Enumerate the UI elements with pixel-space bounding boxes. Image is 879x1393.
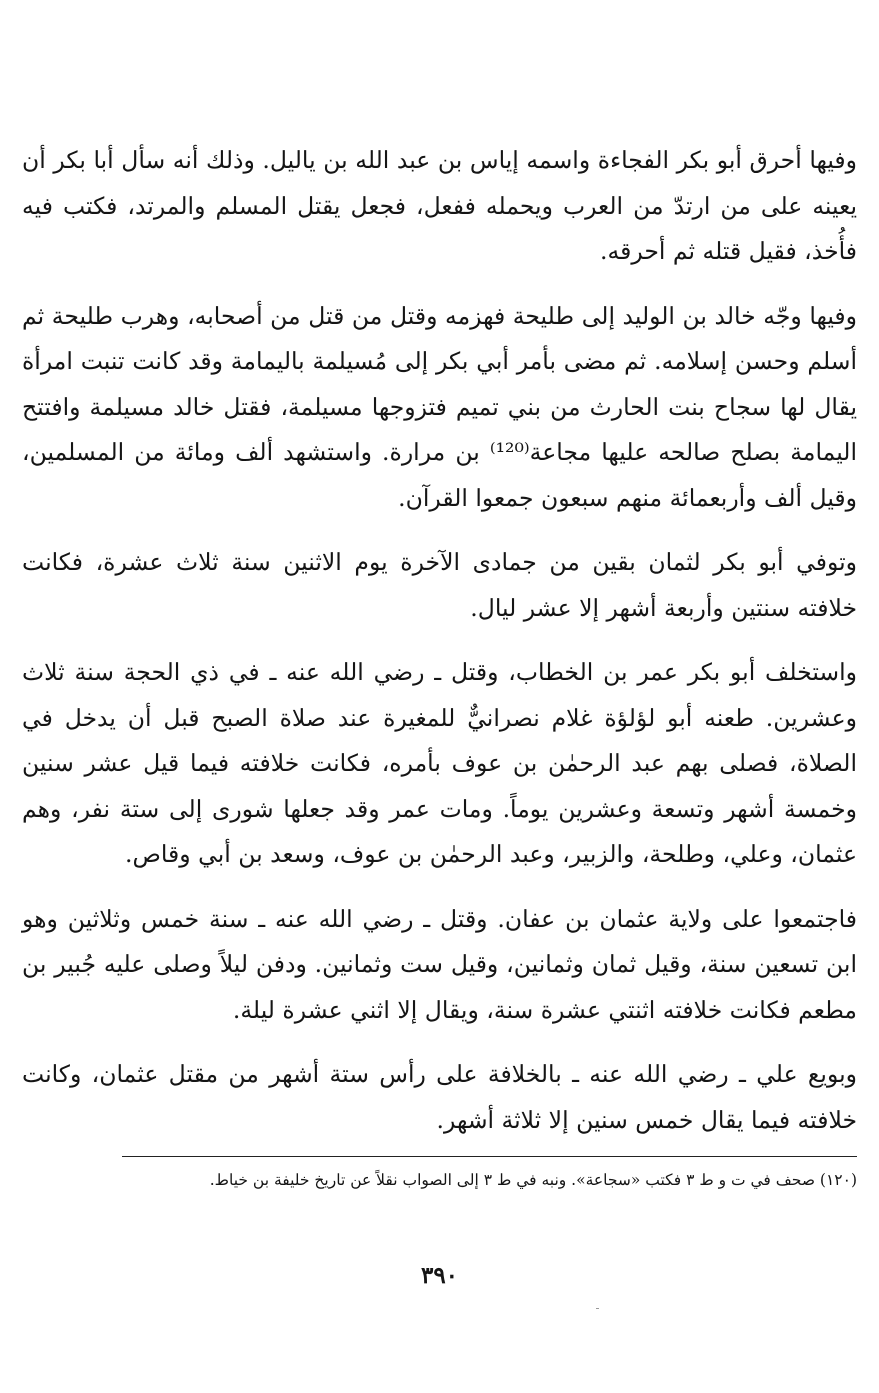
paragraph-3: وتوفي أبو بكر لثمان بقين من جمادى الآخرة يوم الاثنين سنة ثلاث عشرة، فكانت خلافته سنتين وأربعة أشهر إلا عشر ليال. — [22, 548, 857, 622]
scan-speck — [596, 1308, 599, 1309]
page-body — [22, 138, 857, 1194]
footnote: (١٢٠) صحف في ت و ط ٣ فكتب «سجاعة». ونبه في ط ٣ إلى الصواب نقلاً عن تاريخ خليفة بن خياط. — [209, 1171, 857, 1189]
paragraph-6: وبويع علي ـ رضي الله عنه ـ بالخلافة على رأس ستة أشهر من مقتل عثمان، وكانت خلافته فيما يقال خمس سنين إلا ثلاثة أشهر. — [22, 1060, 857, 1134]
page-number: ٣٩٠ — [420, 1262, 459, 1289]
paragraph-2: وفيها وجّه خالد بن الوليد إلى طليحة فهزمه وقتل من قتل من أصحابه، وهرب طليحة ثم أسلم وحسن إسلامه. ثم مضى بأمر أبي بكر إلى مُسيلمة باليمامة وقد كانت تنبت امرأة يقال لها سجاح بنت الحارث من بني تميم فتزوجها مسيلمة، فقتل خالد مسيلمة وافتتح اليمامة بصلح صالحه عليها مجاعة⁽¹²⁰⁾ بن مرارة. واستشهد ألف ومائة من المسلمين، وقيل ألف وأربعمائة منهم سبعون جمعوا القرآن. — [22, 301, 857, 512]
paragraph-1: وفيها أحرق أبو بكر الفجاءة واسمه إياس بن عبد الله بن ياليل. وذلك أنه سأل أبا بكر أن يعينه على من ارتدّ من العرب ويحمله ففعل، فجعل يقتل المسلم والمرتد، فكتب فيه فأُخذ، فقيل قتله ثم أحرقه. — [22, 146, 857, 265]
paragraph-4: واستخلف أبو بكر عمر بن الخطاب، وقتل ـ رضي الله عنه ـ في ذي الحجة سنة ثلاث وعشرين. طعنه أبو لؤلؤة غلام نصرانيٌّ للمغيرة عند صلاة الصبح قبل أن يدخل في الصلاة، فصلى بهم عبد الرحمٰن بن عوف بأمره، فكانت خلافته فيما قيل عشر سنين وخمسة أشهر وتسعة وعشرين يوماً. ومات عمر وقد جعلها شورى إلى ستة نفر، وهم عثمان، وعلي، وطلحة، والزبير، وعبد الرحمٰن بن عوف، وسعد بن أبي وقاص. — [22, 658, 857, 868]
paragraph-5: فاجتمعوا على ولاية عثمان بن عفان. وقتل ـ رضي الله عنه ـ سنة خمس وثلاثين وهو ابن تسعين سنة، وقيل ثمان وثمانين، وقيل ست وثمانين. ودفن ليلاً وصلى عليه جُبير بن مطعم فكانت خلافته اثنتي عشرة سنة، ويقال إلا اثني عشرة ليلة. — [22, 904, 857, 1024]
footnote-separator — [122, 1156, 857, 1157]
